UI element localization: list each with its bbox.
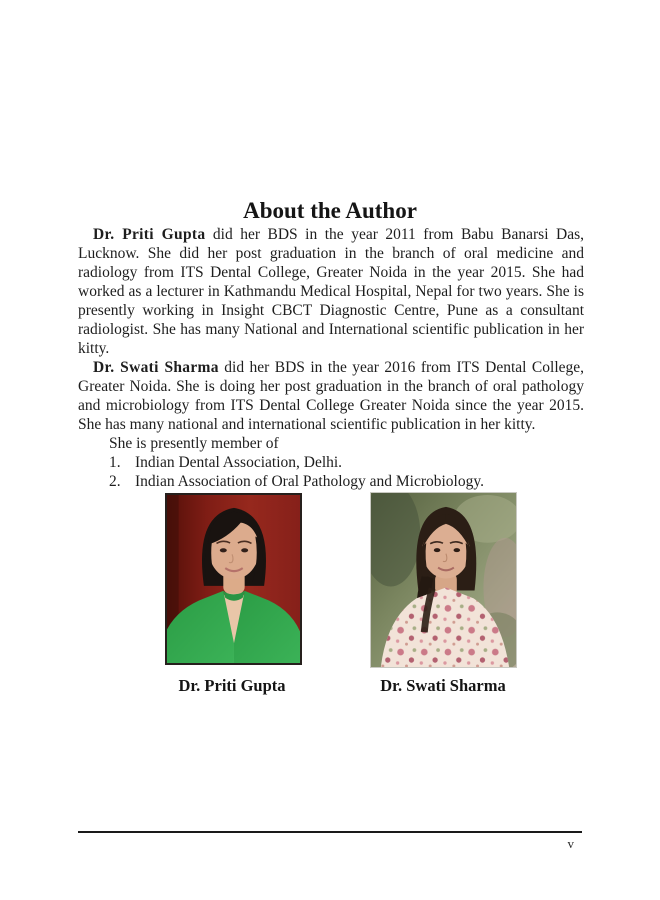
membership-item-number: 1. bbox=[109, 454, 121, 471]
membership-item bbox=[78, 472, 584, 491]
bio-text-swati: did her BDS in the year 2016 from ITS Dental College, Greater Noida. She is doing her post graduation in the branch of oral pathology and microbiology from ITS Dental College Greater Noida since the year 2015. She has many national and international scientific publication in her kitty. bbox=[78, 359, 585, 433]
footer-rule bbox=[78, 831, 582, 833]
author-bio-text bbox=[78, 225, 584, 491]
membership-item-text: Indian Association of Oral Pathology and Microbiology. bbox=[135, 473, 484, 490]
bio-text-priti: did her BDS in the year 2011 from Babu Banarsi Das, Lucknow. She did her post graduation in the branch of oral medicine and radiology from ITS Dental College, Greater Noida in the year 2015. She had worked as a lecturer in Kathmandu Medical Hospital, Nepal for two years. She is presently working in Insight CBCT Diagnostic Centre, Pune as a consultant radiologist. She has many National and International scientific publication in her kitty. bbox=[78, 226, 585, 357]
author-name-priti: Dr. Priti Gupta bbox=[93, 226, 206, 243]
page-title: About the Author bbox=[243, 198, 417, 224]
author-name-swati: Dr. Swati Sharma bbox=[93, 359, 219, 376]
membership-item-number: 2. bbox=[109, 473, 121, 490]
photo-swati-sharma bbox=[370, 492, 517, 668]
bio-paragraph-swati bbox=[78, 358, 584, 434]
membership-item-text: Indian Dental Association, Delhi. bbox=[135, 454, 343, 471]
photo-priti-gupta bbox=[165, 493, 302, 665]
membership-intro: She is presently member of bbox=[109, 435, 279, 452]
photo-priti-gupta-image bbox=[165, 493, 302, 665]
bio-paragraph-priti bbox=[78, 225, 584, 358]
membership-list bbox=[78, 453, 584, 491]
photo-caption-priti: Dr. Priti Gupta bbox=[178, 676, 286, 695]
membership-item bbox=[78, 453, 584, 472]
page-number: v bbox=[567, 836, 574, 851]
photo-caption-swati: Dr. Swati Sharma bbox=[380, 676, 506, 695]
photo-swati-sharma-image bbox=[370, 492, 517, 668]
